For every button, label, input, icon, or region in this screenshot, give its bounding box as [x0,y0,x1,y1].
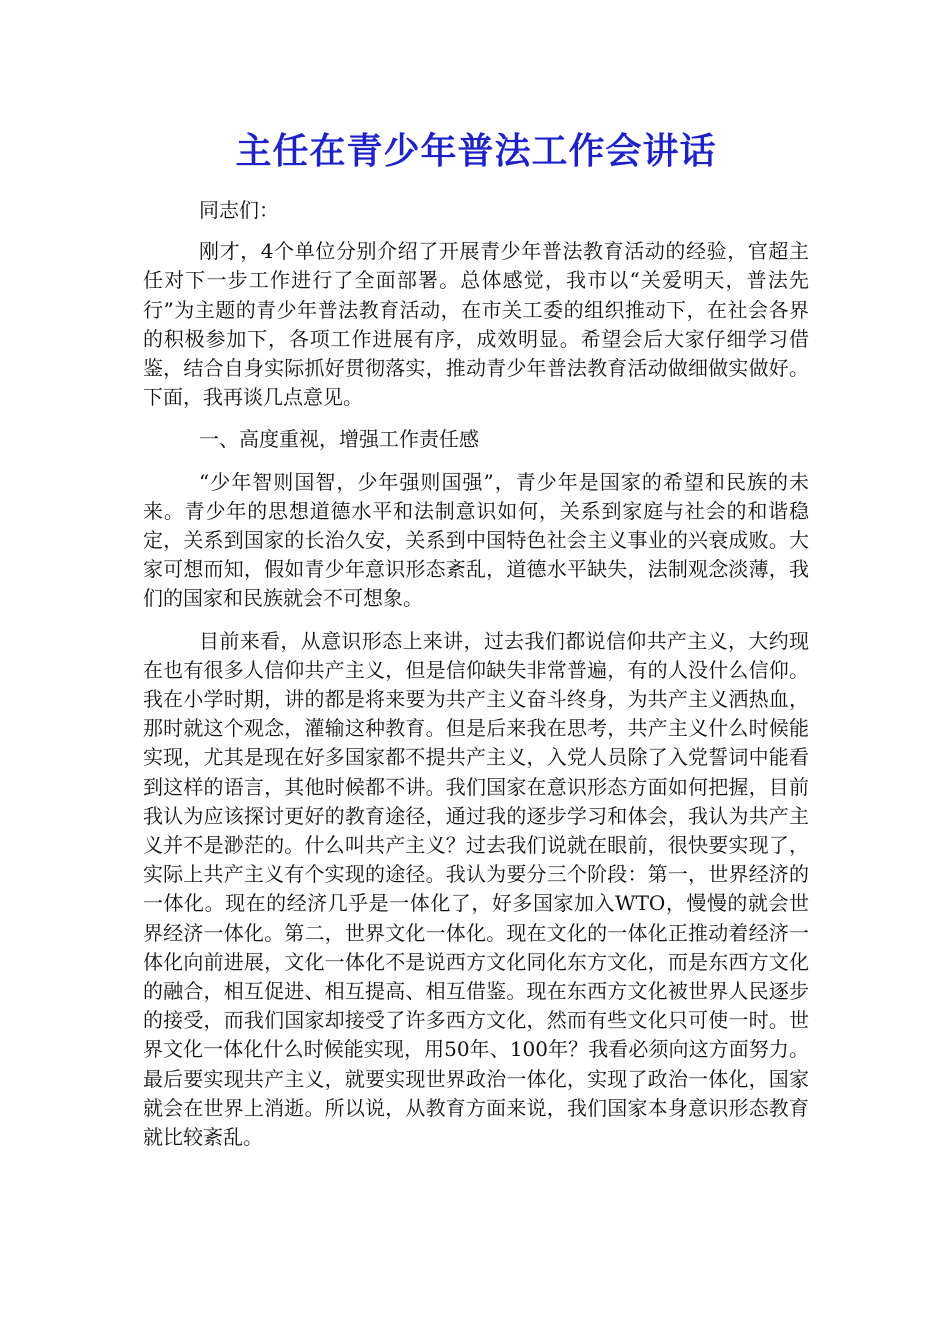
salutation: 同志们： [199,198,279,222]
paragraph-intro: 刚才，4个单位分别介绍了开展青少年普法教育活动的经验，官超主任对下一步工作进行了全面部署。总体感觉，我市以“关爱明天，普法先行”为主题的青少年普法教育活动，在市关工委的组织推动下，在社会各界的积极参加下，各项工作进展有序，成效明显。希望会后大家仔细学习借鉴，结合自身实际抓好贯彻落实，推动青少年普法教育活动做细做实做好。下面，我再谈几点意见。 [143,239,809,410]
document-page [143,118,809,1152]
document-title: 主任在青少年普法工作会讲话 [235,131,717,172]
section-heading-1: 一、高度重视，增强工作责任感 [199,427,479,452]
paragraph-ideology: 目前来看，从意识形态上来讲，过去我们都说信仰共产主义，大约现在也有很多人信仰共产主义，但是信仰缺失非常普遍，有的人没什么信仰。我在小学时期，讲的都是将来要为共产主义奋斗终身，为共产主义洒热血，那时就这个观念，灌输这种教育。但是后来我在思考，共产主义什么时候能实现，尤其是现在好多国家都不提共产主义，入党人员除了入党誓词中能看到这样的语言，其他时候都不讲。我们国家在意识形态方面如何把握，目前我认为应该探讨更好的教育途径，通过我的逐步学习和体会，我认为共产主义并不是渺茫的。什么叫共产主义？过去我们说就在眼前，很快要实现了，实际上共产主义有个实现的途径。我认为要分三个阶段：第一，世界经济的一体化。现在的经济几乎是一体化了，好多国家加入WTO，慢慢的就会世界经济一体化。第二，世界文化一体化。现在文化的一体化正推动着经济一体化向前进展，文化一体化不是说西方文化同化东方文化，而是东西方文化的融合，相互促进、相互提高、相互借鉴。现在东西方文化被世界人民逐步的接受，而我们国家却接受了许多西方文化，然而有些文化只可使一时。世界文化一体化什么时候能实现，用50年、100年？我看必须向这方面努力。最后要实现共产主义，就要实现世界政治一体化，实现了政治一体化，国家就会在世界上消逝。所以说，从教育方面来说，我们国家本身意识形态教育就比较紊乱。 [143,628,809,1150]
paragraph-youth: “少年智则国智，少年强则国强”，青少年是国家的希望和民族的未来。青少年的思想道德水平和法制意识如何，关系到家庭与社会的和谐稳定，关系到国家的长治久安，关系到中国特色社会主义事业的兴衰成败。大家可想而知，假如青少年意识形态紊乱，道德水平缺失，法制观念淡薄，我们的国家和民族就会不可想象。 [143,469,809,611]
